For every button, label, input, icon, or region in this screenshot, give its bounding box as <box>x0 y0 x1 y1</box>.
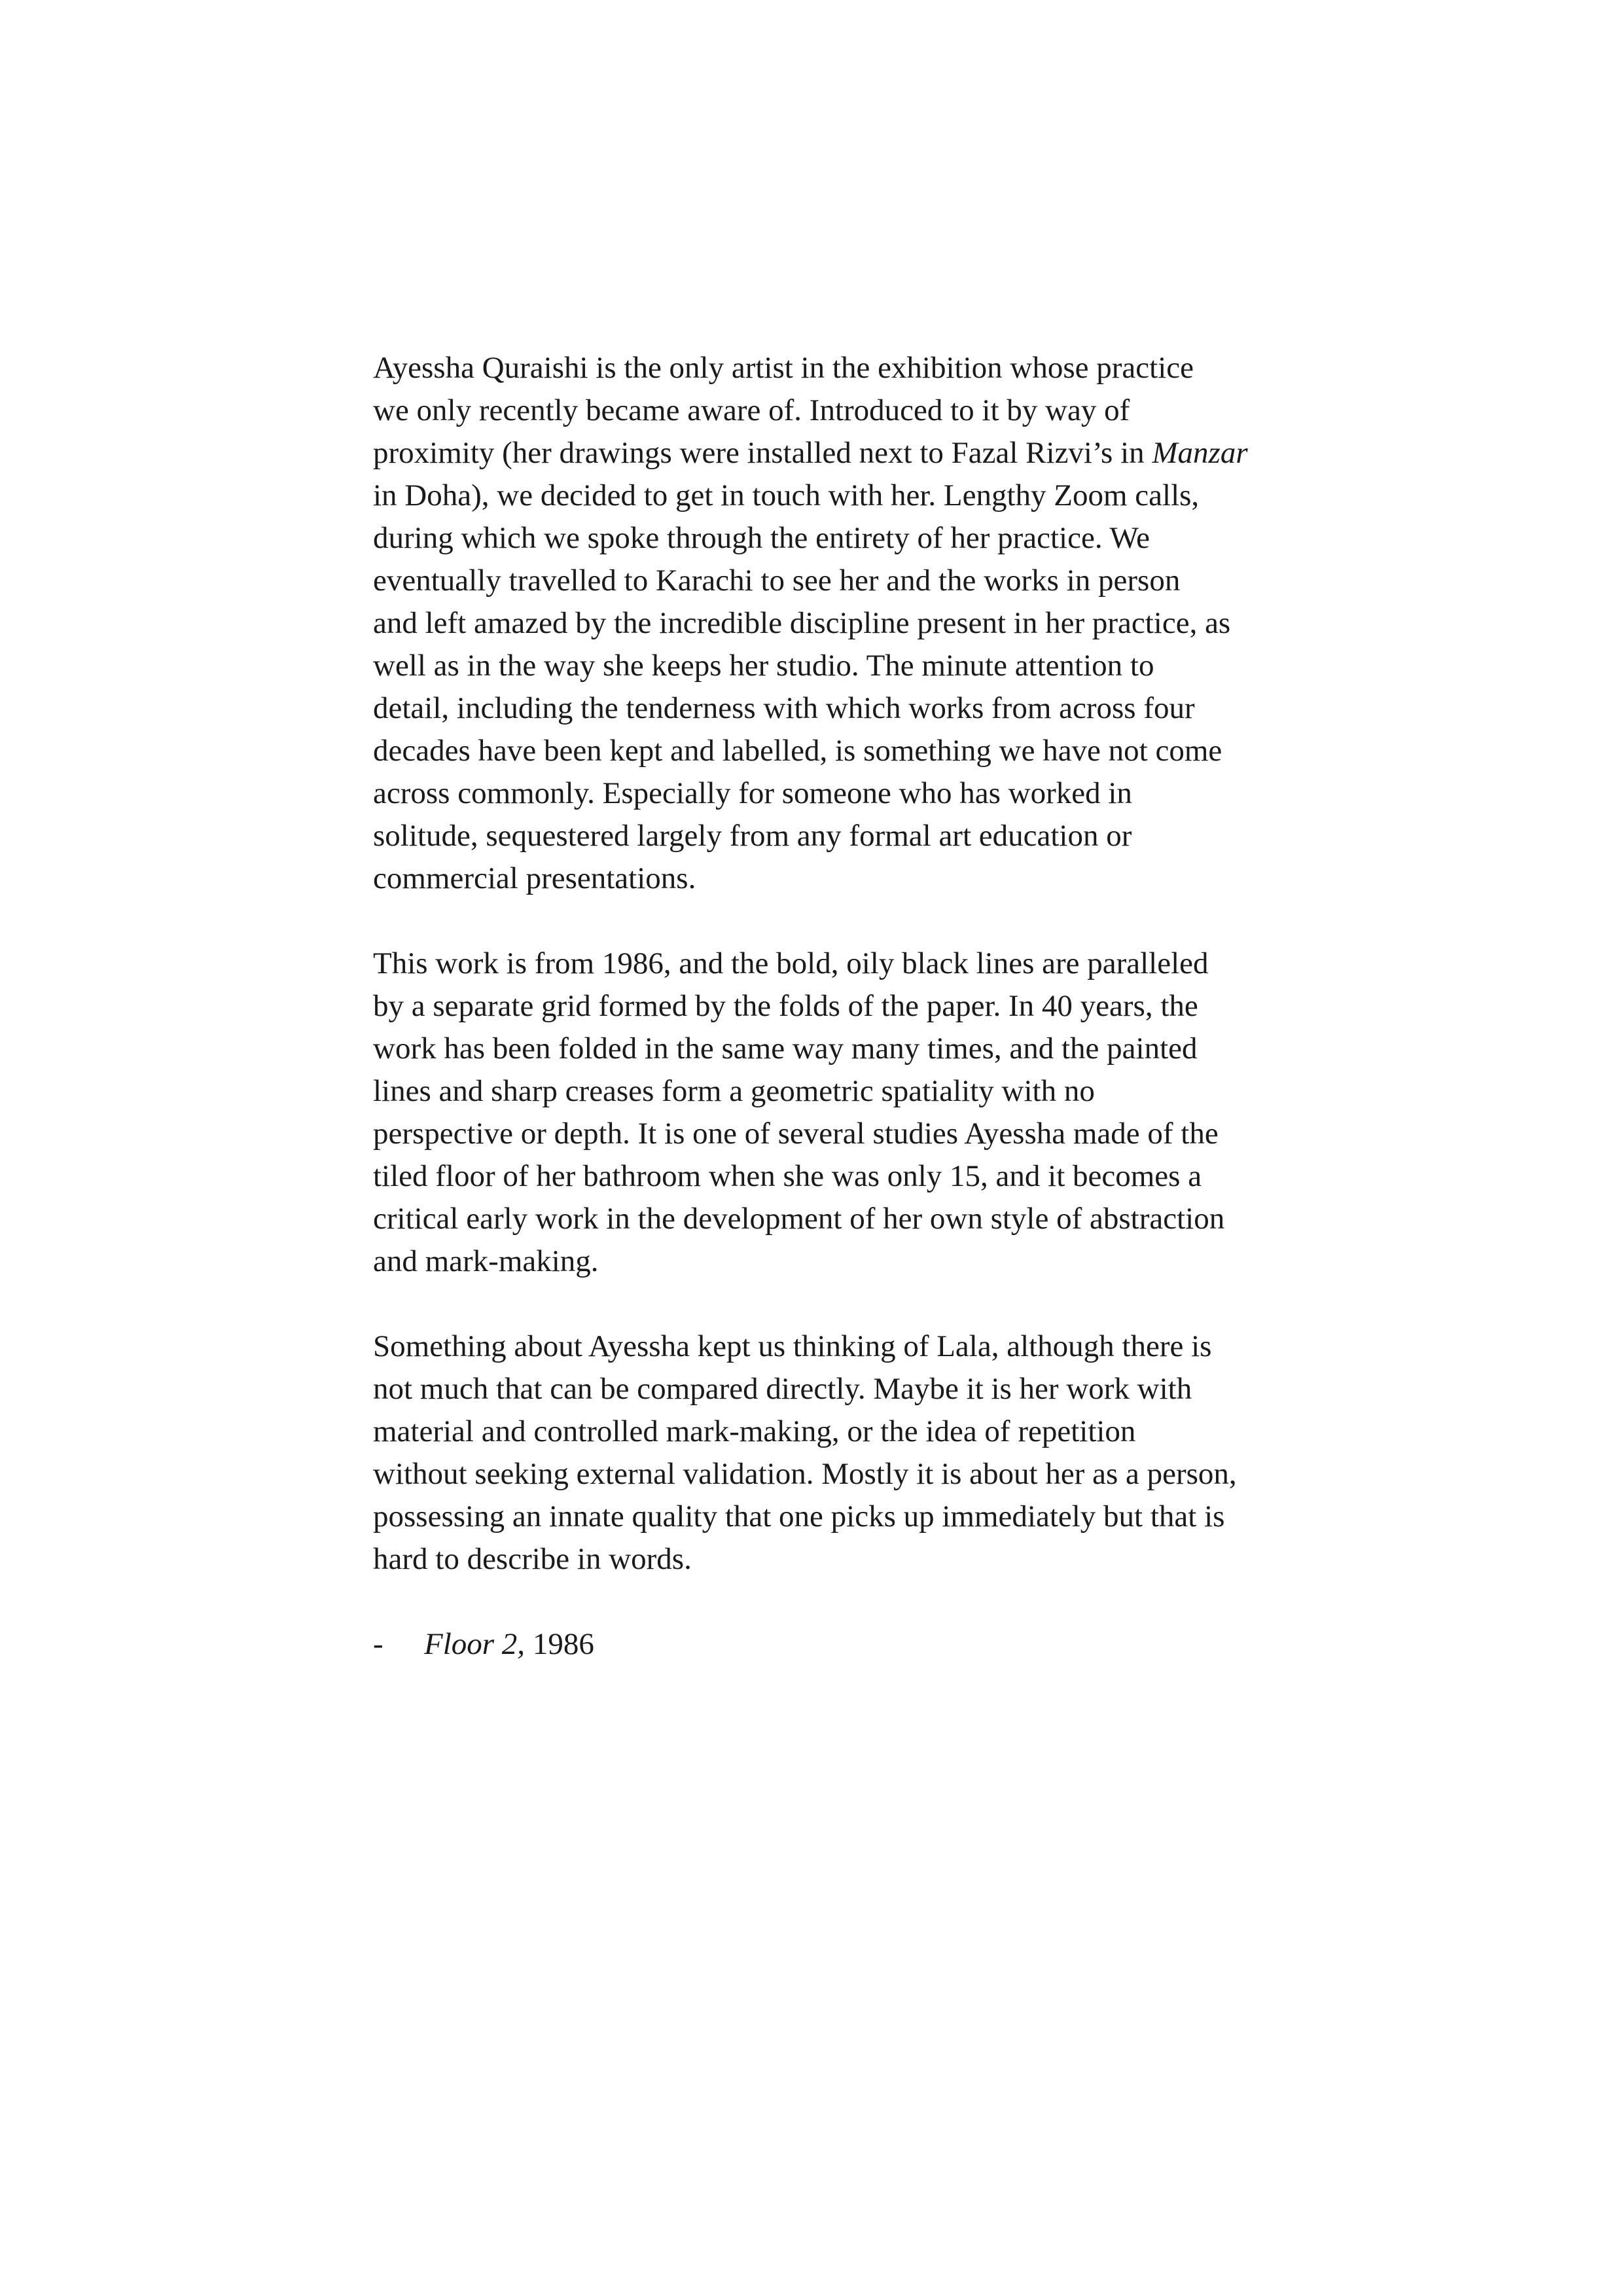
text-line: hard to describe in words. <box>373 1542 692 1576</box>
caption-title: Floor 2, <box>424 1627 526 1661</box>
text-line: in Doha), we decided to get in touch with her. Lengthy Zoom calls, <box>373 478 1200 512</box>
artwork-caption <box>373 1623 1302 1666</box>
text-line: lines and sharp creases form a geometric spatiality with no <box>373 1074 1095 1108</box>
text-line: solitude, sequestered largely from any formal art education or <box>373 819 1132 853</box>
text-line: Something about Ayessha kept us thinking of Lala, although there is <box>373 1329 1212 1363</box>
text-line: well as in the way she keeps her studio. The minute attention to <box>373 649 1154 683</box>
text-run: proximity (her drawings were installed next to Fazal Rizvi’s in <box>373 436 1152 470</box>
text-line: without seeking external validation. Mostly it is about her as a person, <box>373 1457 1237 1491</box>
caption-year: 1986 <box>525 1627 594 1661</box>
text-line: across commonly. Especially for someone who has worked in <box>373 776 1132 810</box>
paragraph-spacer <box>373 1283 1302 1325</box>
paragraph-1 <box>373 347 1302 900</box>
text-line: during which we spoke through the entirety of her practice. We <box>373 521 1150 555</box>
text-line: decades have been kept and labelled, is something we have not come <box>373 734 1222 768</box>
text-line: Ayessha Quraishi is the only artist in the exhibition whose practice <box>373 351 1194 385</box>
text-line: perspective or depth. It is one of several studies Ayessha made of the <box>373 1117 1219 1151</box>
text-line: detail, including the tenderness with which works from across four <box>373 691 1195 725</box>
text-line: critical early work in the development of her own style of abstraction <box>373 1202 1225 1236</box>
artwork-title-manzar: Manzar <box>1152 436 1248 470</box>
text-line <box>373 432 1302 475</box>
text-line: by a separate grid formed by the folds of the paper. In 40 years, the <box>373 989 1198 1023</box>
text-line: not much that can be compared directly. Maybe it is her work with <box>373 1372 1192 1406</box>
text-line: eventually travelled to Karachi to see her and the works in person <box>373 564 1181 598</box>
paragraph-3 <box>373 1325 1302 1581</box>
text-line: we only recently became aware of. Introduced to it by way of <box>373 393 1130 427</box>
caption-dash: - <box>373 1627 383 1661</box>
text-line: work has been folded in the same way many times, and the painted <box>373 1031 1198 1066</box>
text-line: commercial presentations. <box>373 861 696 895</box>
text-line: possessing an innate quality that one picks up immediately but that is <box>373 1499 1225 1534</box>
text-line: tiled floor of her bathroom when she was only 15, and it becomes a <box>373 1159 1202 1193</box>
text-line: and left amazed by the incredible discipline present in her practice, as <box>373 606 1231 640</box>
paragraph-spacer <box>373 1581 1302 1623</box>
text-line: material and controlled mark-making, or the idea of repetition <box>373 1414 1136 1448</box>
text-line: This work is from 1986, and the bold, oily black lines are paralleled <box>373 946 1209 980</box>
text-line: and mark-making. <box>373 1244 599 1278</box>
paragraph-spacer <box>373 900 1302 942</box>
body-text <box>373 347 1302 1666</box>
paragraph-2 <box>373 942 1302 1283</box>
